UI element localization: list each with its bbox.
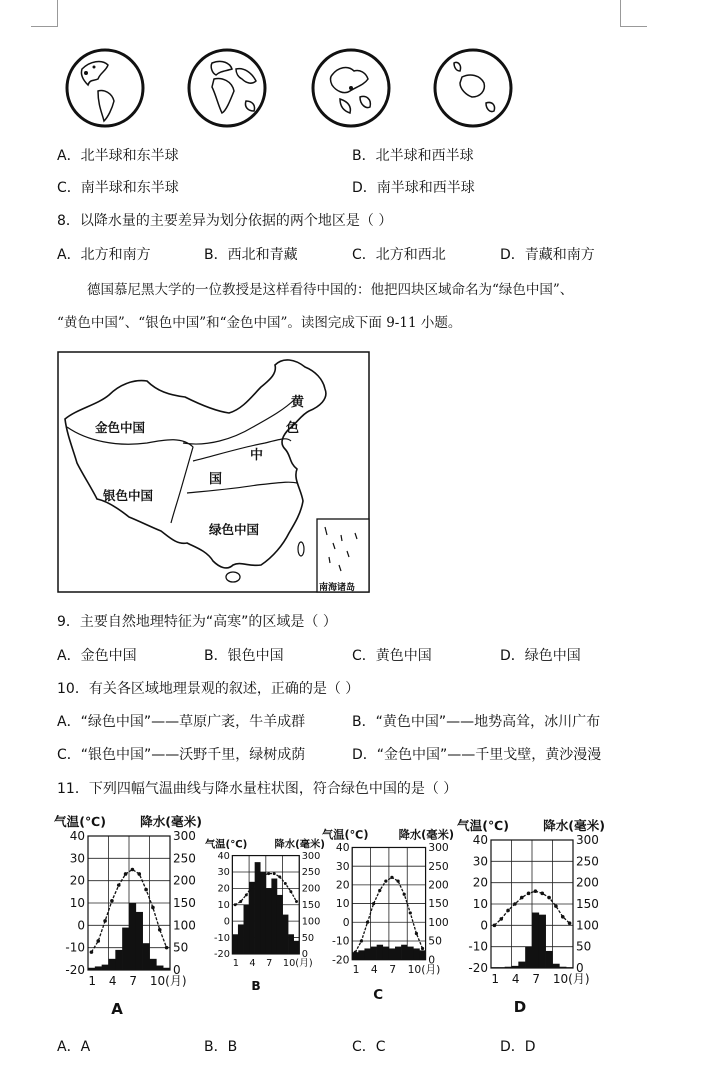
q10-option-b[interactable]: B．“黄色中国”——地势高耸，冰川广布: [352, 714, 601, 730]
precip-bar: [266, 888, 272, 954]
precip-bar: [525, 947, 532, 968]
temp-tick-label: 40: [69, 829, 85, 843]
precip-bar: [407, 947, 413, 960]
month-tick-label: 1: [88, 974, 97, 988]
precip-bar: [271, 879, 277, 954]
temperature-point: [513, 902, 517, 906]
precip-bar: [532, 913, 539, 968]
precip-bar: [255, 862, 261, 954]
precip-bar: [232, 934, 238, 954]
temperature-point: [151, 906, 155, 910]
precip-tick-label: 250: [576, 854, 599, 869]
chart-label: A: [111, 1000, 123, 1018]
precip-bar: [518, 962, 525, 968]
precip-bar: [150, 959, 157, 970]
temperature-point: [415, 932, 418, 935]
q9-option-c[interactable]: C．黄色中国: [352, 648, 432, 664]
globe-southern-hemisphere: [432, 47, 514, 129]
precip-bar: [371, 947, 377, 960]
climate-chart-d: [455, 816, 607, 1022]
q11-stem: 11．下列四幅气温曲线与降水量柱状图，符合绿色中国的是（ ）: [57, 781, 458, 797]
precip-tick-label: 150: [576, 897, 599, 911]
precip-tick-label: 100: [428, 915, 449, 929]
precip-tick-label: 250: [428, 859, 449, 873]
precip-bar: [260, 872, 266, 954]
precip-bar: [539, 915, 546, 968]
temp-tick-label: -20: [332, 953, 350, 967]
temp-tick-label: 20: [335, 878, 350, 892]
month-tick-label: 1: [232, 958, 239, 970]
temperature-point: [493, 924, 497, 928]
temperature-point: [239, 900, 242, 903]
q10-stem: 10．有关各区域地理景观的叙述，正确的是（ ）: [57, 681, 360, 697]
temperature-point: [354, 951, 357, 954]
precip-bar: [129, 903, 136, 970]
temp-tick-label: 40: [335, 841, 350, 855]
temperature-point: [234, 903, 237, 906]
temperature-point: [165, 946, 169, 950]
precip-tick-label: 200: [173, 873, 196, 888]
chart-label: D: [513, 998, 527, 1016]
precip-bar: [115, 950, 122, 970]
china-regions-map: [57, 351, 370, 593]
q11-option-c[interactable]: C．C: [352, 1039, 386, 1055]
temp-tick-label: 10: [217, 900, 230, 912]
temp-axis-title: 气温(℃): [322, 828, 369, 842]
temperature-point: [390, 876, 393, 879]
q10-option-c[interactable]: C．“银色中国”——沃野千里，绿树成荫: [57, 747, 306, 763]
precip-tick-label: 100: [576, 918, 599, 933]
temperature-point: [499, 917, 503, 921]
q9-stem: 9．主要自然地理特征为“高寒”的区域是（ ）: [57, 614, 337, 630]
q9-option-b[interactable]: B．银色中国: [204, 648, 284, 664]
precip-bar: [156, 966, 163, 970]
precip-bar: [244, 905, 250, 954]
temperature-point: [103, 919, 107, 923]
month-tick-label: 7: [389, 963, 397, 977]
temp-tick-label: -10: [332, 934, 350, 948]
precip-tick-label: 150: [173, 896, 196, 910]
precip-bar: [389, 948, 395, 959]
passage-line-2: “黄色中国”、“银色中国”和“金色中国”。读图完成下面 9-11 小题。: [57, 315, 462, 331]
temperature-point: [295, 900, 298, 903]
temp-tick-label: -10: [213, 932, 230, 944]
temperature-point: [378, 889, 381, 892]
q11-option-b[interactable]: B．B: [204, 1039, 238, 1055]
q9-option-a[interactable]: A．金色中国: [57, 648, 137, 664]
precip-tick-label: 300: [173, 829, 196, 843]
precip-tick-label: 100: [173, 918, 196, 933]
precip-axis-title: 降水(毫米): [274, 838, 325, 851]
precip-tick-label: 50: [301, 932, 315, 944]
precip-axis-title: 降水(毫米): [398, 828, 454, 842]
temperature-point: [278, 875, 281, 878]
map-label-inset: 南海诸岛: [319, 583, 356, 593]
precip-tick-label: 0: [173, 963, 181, 977]
temp-tick-label: 0: [480, 918, 488, 933]
temp-tick-label: 40: [217, 850, 230, 862]
map-label-yellow-3: 中: [250, 448, 264, 463]
precip-bar: [95, 966, 102, 970]
temperature-point: [124, 872, 128, 876]
precip-bar: [377, 945, 383, 960]
precip-tick-label: 100: [301, 916, 321, 928]
map-label-silver: 银色中国: [103, 488, 154, 503]
precip-bar: [358, 950, 364, 959]
temperature-point: [421, 947, 424, 950]
q8-stem: 8．以降水量的主要差异为划分依据的两个地区是（ ）: [57, 213, 393, 229]
precip-bar: [143, 943, 150, 970]
temperature-point: [256, 879, 259, 882]
temperature-point: [396, 880, 399, 883]
temp-tick-label: 30: [69, 851, 85, 866]
temperature-point: [144, 888, 148, 892]
temp-axis-title: 气温(℃): [457, 818, 509, 833]
precip-tick-label: 300: [576, 833, 599, 847]
precip-bar: [102, 965, 109, 970]
precip-bar: [283, 915, 289, 954]
precip-bar: [395, 947, 401, 960]
temperature-point: [267, 872, 270, 875]
month-tick-label: 1: [491, 972, 500, 986]
q8-option-c[interactable]: C．北方和西北: [352, 247, 446, 263]
climate-chart-c: [320, 826, 456, 1008]
precip-tick-label: 300: [428, 841, 449, 855]
temperature-point: [384, 880, 387, 883]
temperature-point: [568, 921, 572, 925]
page-corner-right: [620, 0, 647, 27]
q7-option-c[interactable]: C．南半球和东半球: [57, 180, 179, 196]
temp-axis-title: 气温(℃): [205, 838, 248, 851]
precip-bar: [401, 945, 407, 960]
precip-bar: [559, 967, 566, 968]
q7-option-a[interactable]: A．北半球和东半球: [57, 148, 179, 164]
precip-bar: [566, 967, 573, 968]
temperature-point: [403, 893, 406, 896]
temp-tick-label: 10: [69, 896, 85, 910]
temperature-point: [506, 909, 510, 913]
precip-bar: [288, 934, 294, 954]
precip-bar: [546, 951, 553, 968]
precip-bar: [122, 928, 129, 970]
precip-bar: [277, 895, 283, 954]
precip-bar: [491, 967, 498, 968]
precip-bar: [109, 959, 116, 970]
temp-tick-label: -20: [213, 949, 230, 961]
precip-bar: [419, 950, 425, 959]
globe-western-hemisphere: [64, 47, 146, 129]
month-tick-label: 10(月): [407, 963, 441, 977]
temperature-point: [372, 902, 375, 905]
temp-tick-label: 20: [69, 873, 85, 888]
chart-label: C: [373, 988, 384, 1004]
precip-bar: [498, 967, 505, 968]
temperature-point: [561, 915, 565, 919]
precip-bar: [163, 968, 170, 970]
precip-tick-label: 200: [576, 875, 599, 890]
temp-tick-label: -10: [468, 939, 488, 954]
map-label-yellow-2: 色: [286, 421, 300, 436]
month-tick-label: 7: [129, 974, 138, 988]
temperature-point: [137, 872, 141, 876]
month-tick-label: 4: [511, 972, 520, 986]
precip-bar: [413, 948, 419, 959]
temp-tick-label: 0: [77, 918, 85, 933]
globe-northern-hemisphere: [310, 47, 392, 129]
precip-bar: [294, 941, 300, 954]
month-tick-label: 7: [532, 972, 541, 986]
map-label-yellow-4: 国: [209, 472, 223, 487]
temperature-point: [96, 939, 100, 943]
temperature-point: [360, 939, 363, 942]
chart-label: B: [251, 978, 261, 993]
temp-tick-label: 0: [223, 916, 230, 928]
temperature-point: [158, 928, 162, 932]
precip-tick-label: 150: [301, 900, 321, 912]
month-tick-label: 10(月): [282, 958, 313, 970]
month-tick-label: 4: [249, 958, 256, 970]
temp-tick-label: 0: [342, 915, 350, 929]
precip-bar: [505, 967, 512, 968]
q10-option-d[interactable]: D．“金色中国”——千里戈壁，黄沙漫漫: [352, 747, 602, 763]
q8-option-a[interactable]: A．北方和南方: [57, 247, 151, 263]
temperature-point: [289, 890, 292, 893]
q11-option-d[interactable]: D．D: [500, 1039, 536, 1055]
month-tick-label: 10(月): [149, 974, 187, 988]
precip-bar: [512, 966, 519, 968]
temperature-point: [520, 896, 524, 900]
temperature-point: [117, 883, 121, 887]
q8-option-b[interactable]: B．西北和青藏: [204, 247, 298, 263]
q9-option-d[interactable]: D．绿色中国: [500, 648, 581, 664]
temperature-point: [250, 885, 253, 888]
precip-bar: [364, 948, 370, 959]
temp-tick-label: 10: [472, 897, 488, 911]
precip-tick-label: 50: [428, 934, 442, 948]
q11-option-a[interactable]: A．A: [57, 1039, 91, 1055]
temperature-point: [245, 893, 248, 896]
temperature-point: [273, 872, 276, 875]
page-corner-left: [31, 0, 58, 27]
precip-bar: [249, 882, 255, 954]
month-tick-label: 4: [108, 974, 117, 988]
precip-tick-label: 300: [301, 850, 321, 862]
q7-option-d[interactable]: D．南半球和西半球: [352, 180, 475, 196]
temp-tick-label: 20: [217, 883, 230, 895]
passage-line-1: 德国慕尼黑大学的一位教授是这样看待中国的：他把四块区域命名为“绿色中国”、: [87, 282, 574, 298]
map-label-green: 绿色中国: [209, 522, 260, 537]
temperature-point: [534, 889, 538, 893]
precip-axis-title: 降水(毫米): [140, 814, 202, 829]
map-label-gold: 金色中国: [95, 420, 146, 435]
q8-option-d[interactable]: D．青藏和南方: [500, 247, 595, 263]
month-tick-label: 1: [352, 963, 360, 977]
temperature-point: [131, 868, 135, 872]
precip-tick-label: 50: [576, 939, 592, 954]
precip-tick-label: 0: [576, 961, 584, 975]
temperature-point: [527, 892, 531, 896]
temp-tick-label: -10: [65, 940, 85, 955]
precip-bar: [553, 964, 560, 968]
month-tick-label: 10(月): [552, 972, 590, 986]
map-label-yellow-1: 黄: [291, 395, 305, 410]
precip-tick-label: 200: [301, 883, 321, 895]
temp-tick-label: 30: [472, 854, 488, 869]
temperature-point: [366, 921, 369, 924]
temperature-point: [90, 950, 94, 954]
temp-tick-label: 40: [472, 833, 488, 847]
month-tick-label: 4: [370, 963, 378, 977]
precip-tick-label: 50: [173, 940, 189, 955]
temperature-point: [284, 882, 287, 885]
temp-tick-label: 30: [335, 859, 350, 873]
month-tick-label: 7: [266, 958, 273, 970]
precip-axis-title: 降水(毫米): [543, 818, 605, 833]
precip-bar: [238, 924, 244, 954]
precip-tick-label: 250: [301, 867, 321, 879]
precip-tick-label: 200: [428, 878, 449, 892]
precip-tick-label: 250: [173, 851, 196, 866]
precip-tick-label: 0: [428, 953, 436, 967]
precip-bar: [383, 947, 389, 960]
precip-tick-label: 0: [301, 949, 308, 961]
temp-tick-label: 20: [472, 875, 488, 890]
temperature-point: [554, 904, 558, 908]
climate-chart-a: [52, 812, 204, 1024]
precip-tick-label: 150: [428, 897, 449, 911]
temp-axis-title: 气温(℃): [54, 814, 106, 829]
temp-tick-label: 10: [335, 897, 350, 911]
temp-tick-label: 30: [217, 867, 230, 879]
temperature-point: [547, 896, 551, 900]
q7-option-b[interactable]: B．北半球和西半球: [352, 148, 474, 164]
q10-option-a[interactable]: A．“绿色中国”——草原广袤，牛羊成群: [57, 714, 306, 730]
precip-bar: [136, 912, 143, 970]
temperature-point: [540, 892, 544, 896]
temperature-point: [110, 899, 114, 903]
temperature-point: [262, 874, 265, 877]
temperature-point: [409, 911, 412, 914]
precip-bar: [88, 968, 95, 970]
temp-tick-label: -20: [468, 961, 488, 975]
climate-chart-b: [203, 836, 327, 998]
temp-tick-label: -20: [65, 963, 85, 977]
globe-eastern-hemisphere: [186, 47, 268, 129]
